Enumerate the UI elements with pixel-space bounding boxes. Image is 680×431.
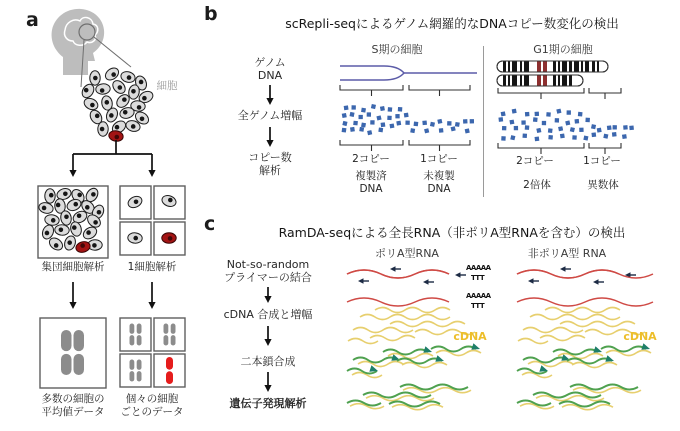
two-copies-label: 2コピー (352, 153, 390, 165)
panel-b (204, 3, 634, 197)
cdna-label: cDNA (623, 330, 657, 343)
read-squares-g1-phase (498, 109, 633, 142)
panel-a (26, 9, 185, 418)
bulk-analysis-label: 集団細胞解析 (41, 261, 105, 273)
chromosome-icon (61, 330, 84, 375)
panel-c-letter: c (204, 213, 216, 235)
unreplicated-dna-label: DNA (427, 183, 451, 195)
cdna-label: cDNA (453, 330, 487, 343)
s-phase-heading: S期の細胞 (371, 43, 423, 56)
bulk-cells (38, 186, 106, 254)
unreplicated-dna-label: 未複製 (423, 170, 455, 182)
single-analysis-label: 1細胞解析 (127, 261, 177, 273)
polya-heading: ポリA型RNA (375, 247, 439, 260)
primer-binding-label: プライマーの結合 (224, 271, 312, 284)
panel-b-letter: b (204, 3, 218, 25)
single-result-box (120, 354, 151, 387)
polya-tail-label: AAAAA (466, 264, 491, 272)
replicated-dna-label: DNA (359, 183, 383, 195)
cell-cluster (80, 66, 155, 143)
one-copy-label: 1コピー (420, 153, 458, 165)
oligo-dt-label: TTT (471, 302, 485, 310)
down-arrow-icons (69, 282, 155, 309)
primer-binding-label: Not-so-random (226, 258, 310, 271)
polya-tail-label: AAAAA (466, 292, 491, 300)
down-arrow-icons (264, 287, 271, 392)
single-result-label: 個々の細胞 (125, 393, 179, 405)
aneuploid-label: 異数体 (587, 179, 619, 191)
cdna-synthesis-label: cDNA 合成と増幅 (223, 308, 313, 321)
single-result-box (154, 318, 185, 351)
double-strand-label: 二本鎖合成 (240, 355, 296, 368)
cells-label: 細胞 (156, 80, 178, 92)
replicated-dna-label: 複製済 (355, 170, 387, 182)
two-copies-label: 2コピー (516, 155, 554, 167)
banded-chromosome-icons (497, 61, 608, 86)
replication-fork-icon (340, 66, 477, 80)
nonpolya-heading: 非ポリA型 RNA (527, 247, 607, 260)
branch-arrows (69, 140, 155, 177)
panel-a-letter: a (26, 9, 39, 31)
copy-number-label: 解析 (259, 164, 281, 177)
wga-label: 全ゲノム増幅 (237, 109, 303, 122)
rna-diagrams (347, 266, 653, 409)
diploid-label: 2倍体 (523, 179, 551, 191)
expression-analysis-label: 遺伝子発現解析 (229, 397, 307, 410)
read-squares-s-phase (342, 104, 474, 135)
one-copy-label: 1コピー (583, 155, 621, 167)
bulk-result-label: 多数の細胞の (41, 393, 105, 405)
genome-dna-label: ゲノム (254, 56, 286, 69)
g1-phase-heading: G1期の細胞 (533, 43, 593, 56)
bulk-result-box (40, 318, 106, 388)
bracket-icons (340, 85, 621, 154)
oligo-dt-label: TTT (471, 274, 485, 282)
single-result-box (120, 318, 151, 351)
bulk-result-label: 平均値データ (41, 406, 105, 418)
panel-c-title: RamDA-seqによる全長RNA（非ポリA型RNAを含む）の検出 (278, 225, 626, 240)
genome-dna-label: DNA (257, 69, 283, 82)
panel-b-title: scRepli-seqによるゲノム網羅的なDNAコピー数変化の検出 (285, 16, 619, 31)
single-result-label: ごとのデータ (120, 406, 184, 418)
copy-number-label: コピー数 (248, 151, 292, 164)
panel-c (204, 213, 657, 410)
